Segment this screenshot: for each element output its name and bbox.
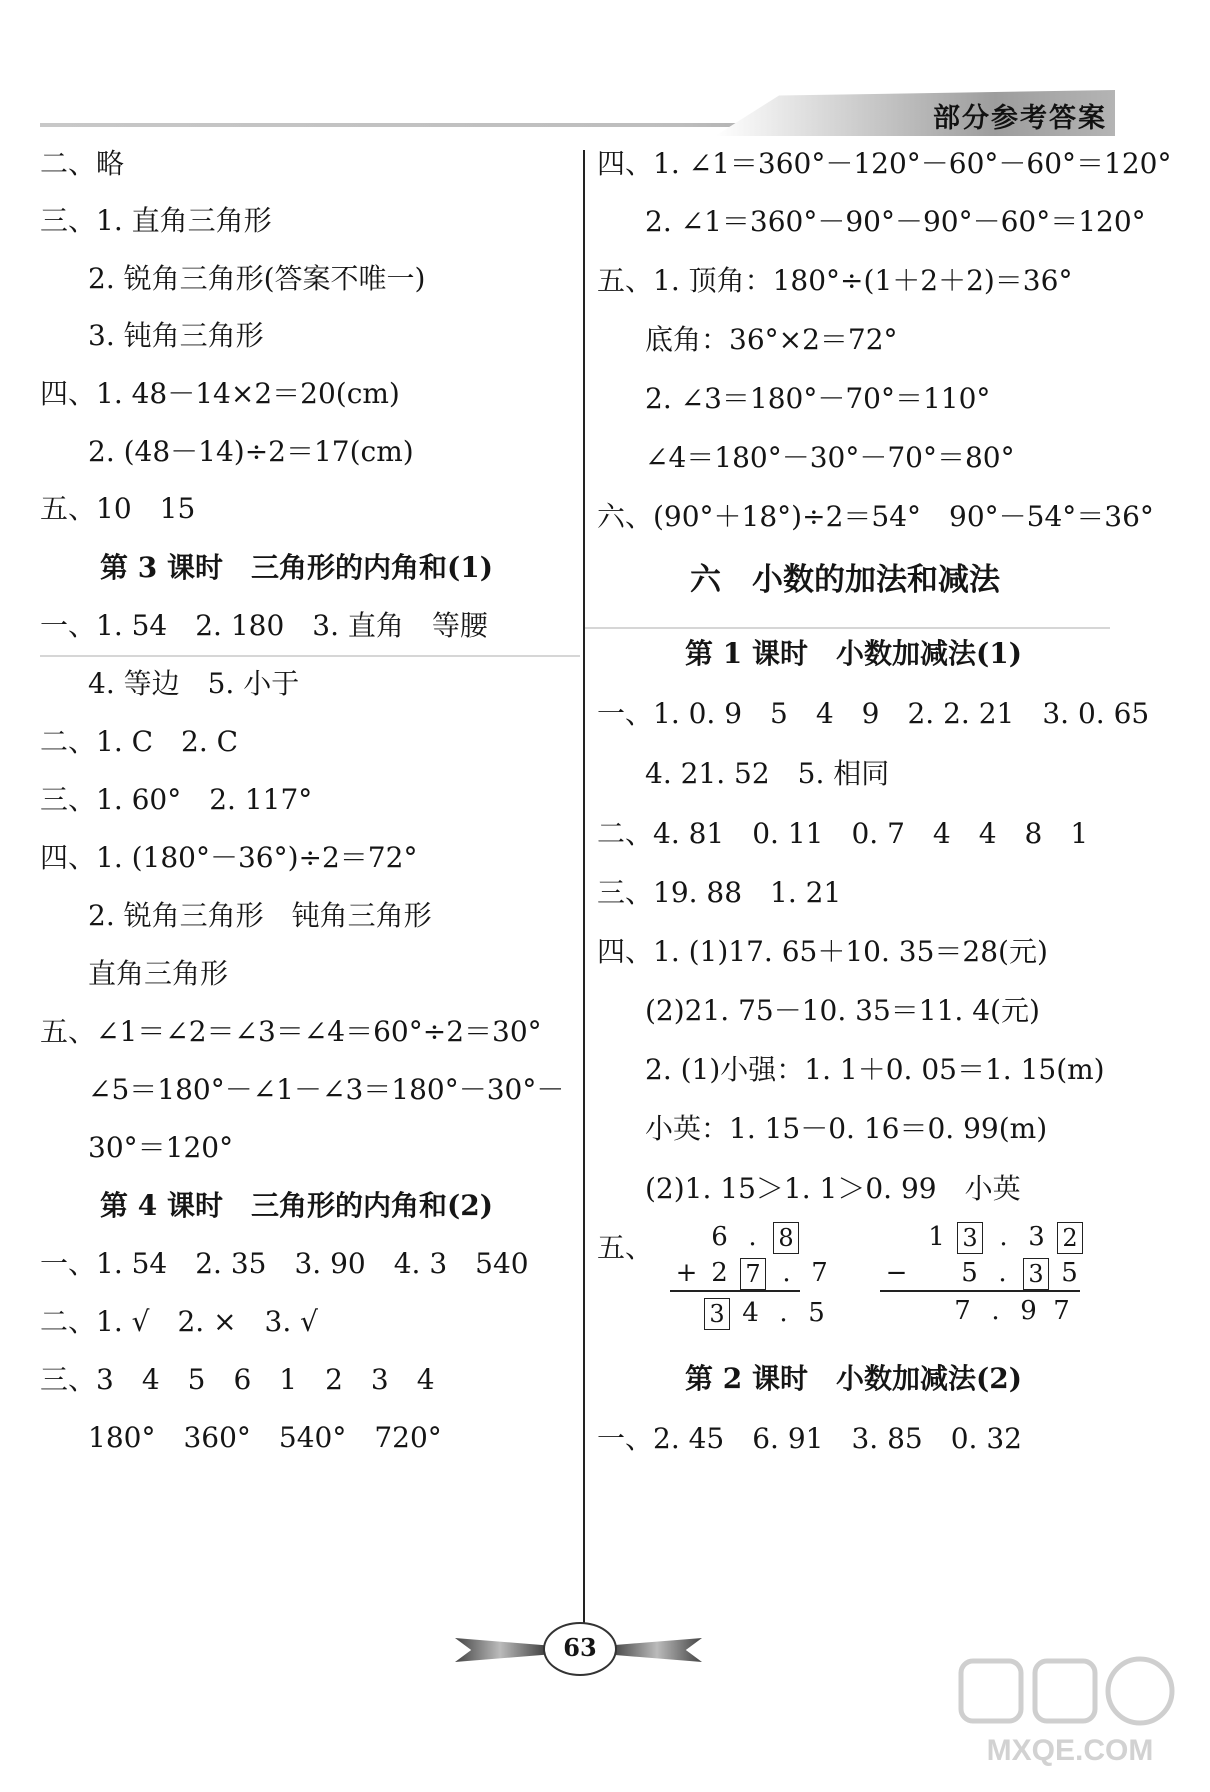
answer-line: 2. 锐角三角形(答案不唯一) <box>88 262 426 295</box>
scan-line <box>585 627 1110 629</box>
watermark-url: MXQE.COM <box>986 1734 1154 1767</box>
digit: . <box>779 1298 788 1328</box>
answer-line: 三、3 4 5 6 1 2 3 4 <box>40 1363 435 1396</box>
answer-line: ∠4＝180°－30°－70°＝80° <box>645 441 1015 474</box>
answer-line: 底角：36°×2＝72° <box>645 323 898 356</box>
section-heading: 第 4 课时 三角形的内角和(2) <box>100 1189 493 1222</box>
answer-line: 五、∠1＝∠2＝∠3＝∠4＝60°÷2＝30° <box>40 1015 542 1048</box>
answer-line: 一、2. 45 6. 91 3. 85 0. 32 <box>597 1422 1022 1455</box>
answer-line: 一、1. 54 2. 180 3. 直角 等腰 <box>40 609 488 642</box>
answer-line: 五、 <box>597 1231 654 1264</box>
answer-line: 五、10 15 <box>40 492 196 525</box>
digit: 5 <box>808 1298 825 1328</box>
answer-line: 2. 锐角三角形 钝角三角形 <box>88 899 432 932</box>
answer-line: 三、1. 直角三角形 <box>40 204 272 237</box>
answer-line: 五、1. 顶角：180°÷(1＋2＋2)＝36° <box>597 264 1073 297</box>
chapter-title: 六 小数的加法和减法 <box>690 562 1000 598</box>
digit: 1 <box>928 1222 945 1252</box>
digit: 6 <box>711 1222 728 1252</box>
answer-line: 一、1. 0. 9 5 4 9 2. 2. 21 3. 0. 65 <box>597 697 1150 730</box>
digit: − <box>885 1258 908 1288</box>
digit: 9 <box>1020 1296 1037 1326</box>
answer-line: 2. (1)小强：1. 1＋0. 05＝1. 15(m) <box>645 1053 1105 1086</box>
scan-line <box>40 655 580 657</box>
answer-line: 30°＝120° <box>88 1131 234 1164</box>
answer-line: (2)21. 75－10. 35＝11. 4(元) <box>645 994 1040 1027</box>
answer-line: 四、1. 48－14×2＝20(cm) <box>40 377 400 410</box>
footer-ribbon-left <box>455 1638 545 1662</box>
answer-box: 3 <box>957 1222 983 1254</box>
digit: 5 <box>961 1258 978 1288</box>
answer-line: 三、1. 60° 2. 117° <box>40 783 313 816</box>
answer-line: 4. 21. 52 5. 相同 <box>645 757 890 790</box>
digit: 5 <box>1061 1258 1078 1288</box>
digit: 7 <box>811 1258 828 1288</box>
digit: 2 <box>711 1258 728 1288</box>
watermark-char-circle <box>1108 1659 1172 1723</box>
answer-box: 2 <box>1057 1222 1083 1254</box>
answer-line: 四、1. (180°－36°)÷2＝72° <box>40 841 418 874</box>
section-heading: 第 1 课时 小数加减法(1) <box>685 637 1022 670</box>
answer-line: 直角三角形 <box>88 957 229 990</box>
answer-line: 二、1. C 2. C <box>40 725 239 758</box>
digit: 3 <box>1028 1222 1045 1252</box>
header-title: 部分参考答案 <box>933 103 1107 134</box>
sum-rule <box>670 1290 800 1292</box>
digit: . <box>748 1222 757 1252</box>
answer-line: 四、1. (1)17. 65＋10. 35＝28(元) <box>597 935 1048 968</box>
digit: . <box>782 1258 791 1288</box>
answer-box: 3 <box>1023 1258 1049 1290</box>
digit: 7 <box>954 1296 971 1326</box>
answer-box: 7 <box>740 1258 766 1290</box>
answer-line: 六、(90°＋18°)÷2＝54° 90°－54°＝36° <box>597 500 1154 533</box>
answer-line: 一、1. 54 2. 35 3. 90 4. 3 540 <box>40 1247 529 1280</box>
digit: + <box>675 1258 698 1288</box>
answer-line: 2. ∠3＝180°－70°＝110° <box>645 382 991 415</box>
watermark-logo <box>955 1655 1185 1775</box>
column-divider <box>583 150 585 1630</box>
difference-rule <box>880 1290 1080 1292</box>
digit: . <box>998 1258 1007 1288</box>
answer-line: 二、略 <box>40 147 125 180</box>
answer-line: 2. (48－14)÷2＝17(cm) <box>88 435 414 468</box>
answer-box: 3 <box>704 1298 730 1330</box>
digit: . <box>991 1296 1000 1326</box>
answer-line: 180° 360° 540° 720° <box>88 1421 442 1454</box>
section-heading: 第 2 课时 小数加减法(2) <box>685 1362 1022 1395</box>
answer-line: 3. 钝角三角形 <box>88 319 264 352</box>
answer-line: ∠5＝180°－∠1－∠3＝180°－30°－ <box>88 1073 565 1106</box>
answer-line: 四、1. ∠1＝360°－120°－60°－60°＝120° <box>597 147 1172 180</box>
vertical-subtraction <box>880 1222 1080 1342</box>
answer-line: 2. ∠1＝360°－90°－90°－60°＝120° <box>645 205 1146 238</box>
answer-line: 4. 等边 5. 小于 <box>88 667 300 700</box>
answer-box: 8 <box>773 1222 799 1254</box>
section-heading: 第 3 课时 三角形的内角和(1) <box>100 551 493 584</box>
watermark-char-box <box>1035 1661 1095 1721</box>
page-number: 63 <box>543 1622 617 1676</box>
digit: . <box>999 1222 1008 1252</box>
answer-line: 二、4. 81 0. 11 0. 7 4 4 8 1 <box>597 817 1089 850</box>
answer-line: (2)1. 15＞1. 1＞0. 99 小英 <box>645 1172 1021 1205</box>
answer-line: 三、19. 88 1. 21 <box>597 876 842 909</box>
answer-line: 小英：1. 15－0. 16＝0. 99(m) <box>645 1112 1048 1145</box>
footer-ribbon-right <box>612 1638 702 1662</box>
answer-line: 二、1. √ 2. × 3. √ <box>40 1305 318 1338</box>
vertical-addition <box>670 1222 828 1342</box>
watermark-char-box <box>961 1661 1021 1721</box>
digit: 4 <box>742 1298 759 1328</box>
digit: 7 <box>1053 1296 1070 1326</box>
